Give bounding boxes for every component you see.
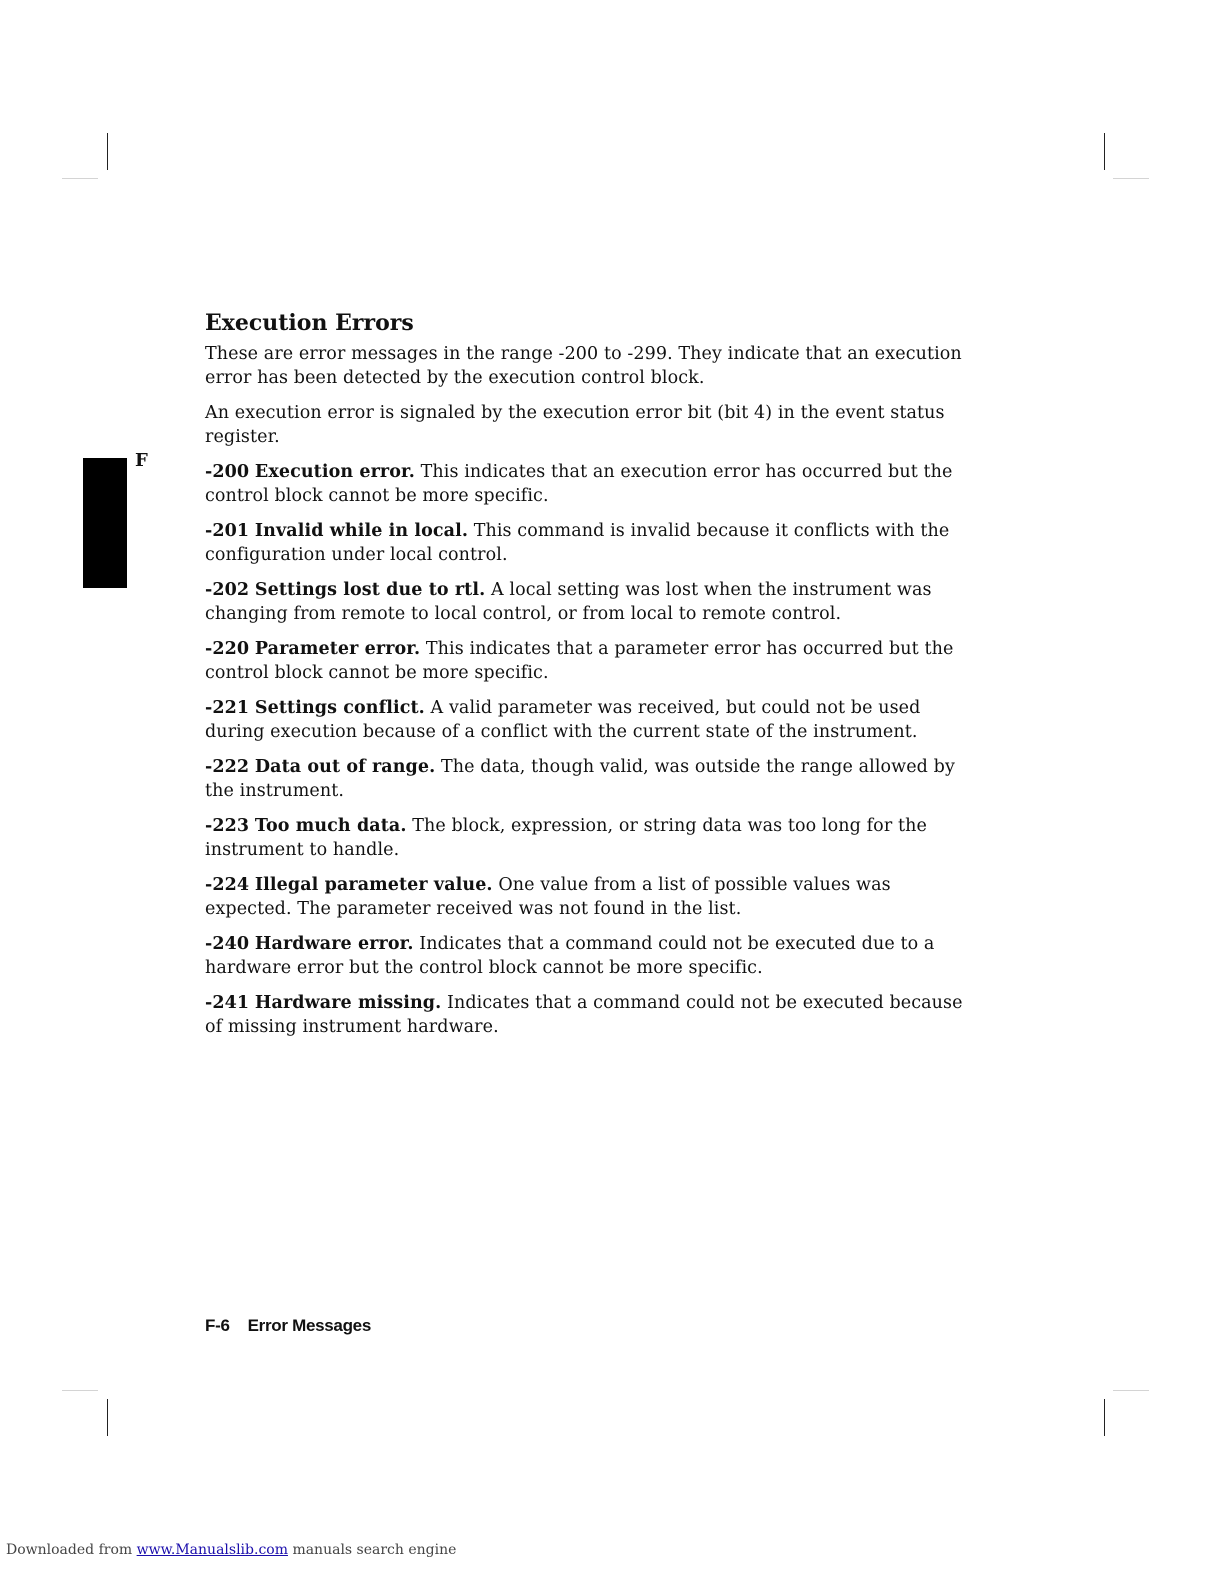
download-prefix: Downloaded from [6,1542,133,1558]
error-term: Illegal parameter value. [254,875,493,895]
error-term: Hardware missing. [254,993,442,1013]
page-footer [205,1316,371,1336]
section-title: Execution Errors [205,310,414,336]
intro-paragraph: An execution error is signaled by the execution error bit (bit 4) in the event status register. [205,403,945,447]
error-term: Settings conflict. [254,698,425,718]
crop-mark-bottom-left [107,1399,108,1436]
intro-paragraph: These are error messages in the range -200 to -299. They indicate that an execution error has been detected by the execution control block. [205,344,962,388]
error-description: This command is invalid because it conflicts with the configuration under local control. [205,521,950,565]
error-code: -224 [205,875,250,895]
error-term: Execution error. [254,462,415,482]
error-code: -222 [205,757,250,777]
chapter-tab-letter: F [135,450,148,471]
error-code: -240 [205,934,250,954]
error-code: -202 [205,580,250,600]
chapter-tab-bar [83,458,127,588]
crop-mark-bottom-left-h [62,1390,98,1391]
error-code: -200 [205,462,250,482]
crop-mark-top-left [107,133,108,170]
crop-mark-top-right [1104,133,1105,170]
error-code: -220 [205,639,250,659]
error-entry [205,932,975,980]
error-code: -223 [205,816,250,836]
error-entry [205,873,975,921]
error-description: A local setting was lost when the instrument was changing from remote to local control, or from local to remote control. [205,580,932,624]
error-term: Too much data. [254,816,407,836]
crop-mark-bottom-right [1104,1399,1105,1436]
error-code: -201 [205,521,250,541]
error-description: Indicates that a command could not be executed due to a hardware error but the control block cannot be more specific. [205,934,935,978]
footer-title: Error Messages [247,1316,371,1335]
manualslib-link[interactable]: www.Manualslib.com [136,1542,288,1558]
error-term: Settings lost due to rtl. [254,580,486,600]
error-description: This indicates that a parameter error has occurred but the control block cannot be more specific. [205,639,954,683]
download-suffix: manuals search engine [292,1542,457,1558]
error-term: Data out of range. [254,757,436,777]
error-term: Invalid while in local. [254,521,469,541]
error-term: Parameter error. [254,639,421,659]
error-entry [205,814,975,862]
error-code: -241 [205,993,250,1013]
error-description: Indicates that a command could not be executed because of missing instrument hardware. [205,993,963,1037]
page-number: F-6 [205,1316,230,1335]
error-entry [205,578,975,626]
error-entry [205,519,975,567]
error-entry [205,460,975,508]
error-description: The data, though valid, was outside the range allowed by the instrument. [205,757,955,801]
error-description: A valid parameter was received, but could not be used during execution because of a conflict with the current state of the instrument. [205,698,921,742]
error-code: -221 [205,698,250,718]
crop-mark-bottom-right-h [1113,1390,1149,1391]
error-list [205,460,975,1039]
error-term: Hardware error. [254,934,414,954]
error-description: One value from a list of possible values was expected. The parameter received was not found in the list. [205,875,891,919]
error-entry [205,755,975,803]
crop-mark-top-left-h [62,178,98,179]
error-entry [205,637,975,685]
error-description: This indicates that an execution error has occurred but the control block cannot be more specific. [205,462,953,506]
error-entry [205,696,975,744]
error-entry [205,991,975,1039]
download-notice [6,1542,456,1558]
crop-mark-top-right-h [1113,178,1149,179]
page-content [205,309,975,1050]
error-description: The block, expression, or string data was too long for the instrument to handle. [205,816,927,860]
